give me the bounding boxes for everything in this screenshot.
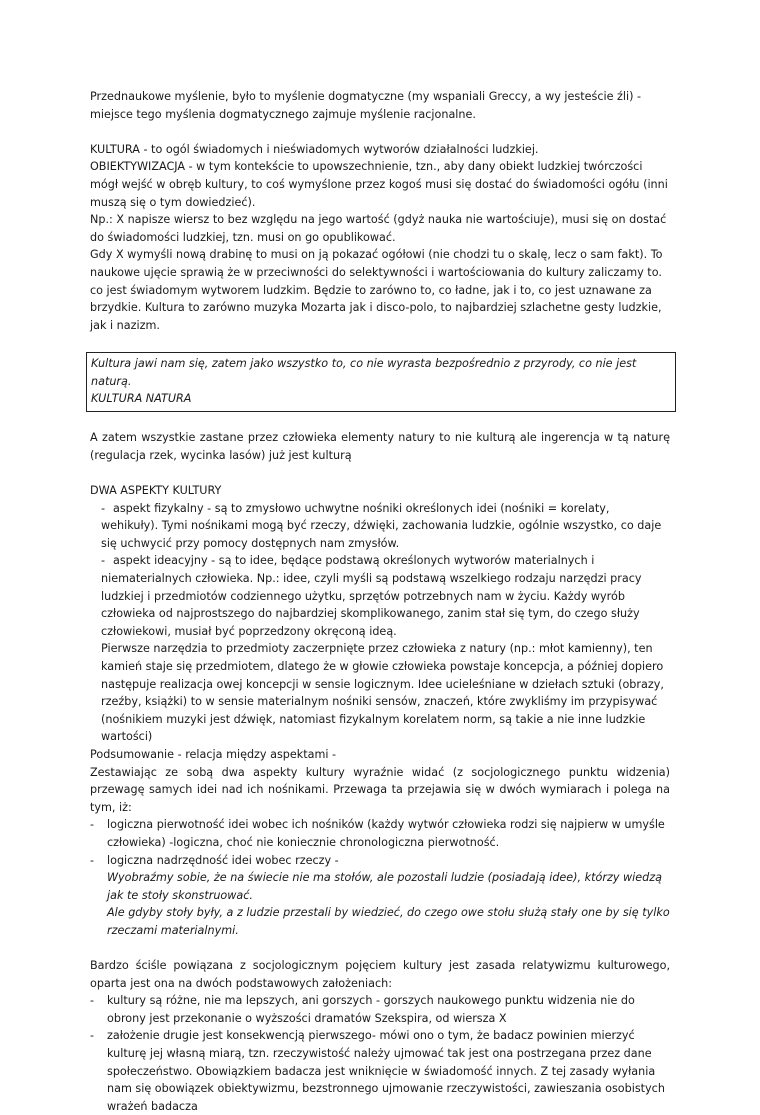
dash-marker: - [101,501,106,515]
quote-box [86,352,676,412]
paragraph-kultura: KULTURA - to ogól świadomych i nieświadomych wytworów działalności ludzkiej. [90,142,539,156]
paragraph-np-wiersz: Np.: X napisze wiersz to bez względu na jego wartość (gdyż nauka nie wartościuje), musi się on dostać do świadomości ludzkiej, tzn. musi on go opublikować. [90,213,667,244]
dash-marker: - [101,554,106,568]
quote-line-2: KULTURA NATURA [91,392,192,406]
aspect-ideacyjny-text: aspekt ideacyjny - są to idee, będące podstawą określonych wytworów materialnych i niematerialnych człowieka. Np.: idee, czyli myśli są podstawą wszelkiego rodzaju narzędzi pracy ludzkiej i przedmiotów codziennego użytku, sprzętów potrzebnych nam w życiu. Każdy wyrób człowieka od najprostszego do najbardziej skomplikowanego, zanim stał się tym, do czego służy człowiekowi, musiał być poprzedzony okręconą ideą. [101,554,642,638]
dash-marker: - [90,994,95,1008]
paragraph-pierwsze [90,640,670,746]
paragraph-obiektywizacja: OBIEKTYWIZACJA - w tym kontekście to upowszechnienie, tzn., aby dany obiekt ludzkiej twórczości mógł wejść w obręb kultury, to coś wymyślone przez kogoś musi się dostać do świadomości ogółu (inni muszą się o tym dowiedzieć). [90,160,668,209]
dash-marker: - [90,853,95,867]
heading-dwa-aspekty: DWA ASPEKTY KULTURY [90,484,222,498]
document-page [90,88,670,1115]
aspect-ideacyjny [90,552,670,640]
list-item-logiczna-1 [90,816,670,851]
aspect-fizykalny-text: aspekt fizykalny - są to zmysłowo uchwytne nośniki określonych idei (nośniki = korelaty, wehikuły). Tymi nośnikami mogą być rzeczy, dźwięki, zachowania ludzkie, ogólnie wszystko, co daje się uchwycić przy pomocy dostępnych nam zmysłów. [101,501,662,550]
list-item-text: założenie drugie jest konsekwencją pierwszego- mówi ono o tym, że badacz powinien mierzyć kulturę jej własną miarą, tzn. rzeczywistość należy ujmować tak jest ona postrzegana przez dane społeczeństwo. Obowiązkiem badacza jest wniknięcie w świadomość innych. Z tej zasady wyłania nam się obowiązek obiektywizmu, bezstronnego ujmowanie rzeczywistości, zawieszania osobistych wrażeń badacza [107,1029,665,1113]
list-item-zalozenie [90,1027,670,1115]
paragraph-intro: Przednaukowe myślenie, było to myślenie dogmatyczne (my wspaniali Greccy, a wy jesteście źli) - miejsce tego myślenia dogmatycznego zajmuje myślenie racjonalne. [90,90,642,121]
paragraph-zestawiajac: Zestawiając ze sobą dwa aspekty kultury wyraźnie widać (z socjologicznego punktu widzenia) przewagę samych idei nad ich nośnikami. Przewaga ta przejawia się w dwóch wymiarach i polega na tym, iż: [90,765,670,814]
list-item-logiczna-2 [90,852,670,870]
paragraph-wyobrazmy: Wyobraźmy sobie, że na świecie nie ma stołów, ale pozostali ludzie (posiadają idee), którzy wiedzą jak te stoły skonstruować. [107,871,662,902]
paragraph-podsumowanie: Podsumowanie - relacja między aspektami - [90,747,337,761]
paragraph-zatem: A zatem wszystkie zastane przez człowieka elementy natury to nie kulturą ale ingerencja w tą naturę (regulacja rzek, wycinka lasów) już jest kulturą [90,431,670,462]
quote-line-1: Kultura jawi nam się, zatem jako wszystko to, co nie wyrasta bezpośrednio z przyrody, co nie jest naturą. [91,356,637,388]
paragraph-pierwsze-text: Pierwsze narzędzia to przedmioty zaczerpnięte przez człowieka z natury (np.: młot kamienny), ten kamień staje się przedmiotem, dlatego że w głowie człowieka powstaje koncepcja, a później dopiero następuje realizacja owej koncepcji w sensie logicznym. Idee ucieleśniane w dziełach sztuki (obrazy, rzeźby, książki) to w sensie materialnym nośniki sensów, znaczeń, które zwykliśmy im przypisywać (nośnikiem muzyki jest dźwięk, natomiast fizykalnym korelatem norm, są takie a nie inne ludzkie wartości) [101,642,664,744]
dash-marker: - [90,1029,95,1043]
list-item-kultury-rozne [90,992,670,1027]
paragraph-bardzo: Bardzo ściśle powiązana z socjologicznym pojęciem kultury jest zasada relatywizmu kulturowego, oparta jest ona na dwóch podstawowych założeniach: [90,959,670,990]
aspect-fizykalny [90,500,670,553]
list-item-text: kultury są różne, nie ma lepszych, ani gorszych - gorszych naukowego punktu widzenia nie do obrony jest przekonanie o wyższości dramatów Szekspira, od wiersza X [107,994,635,1025]
paragraph-drabina: Gdy X wymyśli nową drabinę to musi on ją pokazać ogółowi (nie chodzi tu o skalę, lecz o sam fakt). To naukowe ujęcie sprawią że w przeciwności do selektywności i wartościowania do kultury zaliczamy to. co jest świadomym wytworem ludzkim. Będzie to zarówno to, co ładne, jak i to, co jest uznawane za brzydkie. Kultura to zarówno muzyka Mozarta jak i disco-polo, to najbardziej szlachetne gesty ludzkie, jak i nazizm. [90,248,663,332]
list-item-text: logiczna pierwotność idei wobec ich nośników (każdy wytwór człowieka rodzi się najpierw w umyśle człowieka) -logiczna, choć nie koniecznie chronologiczna pierwotność. [107,818,665,849]
paragraph-ale-gdyby: Ale gdyby stoły były, a z ludzie przestali by wiedzieć, do czego owe stołu służą stały one by się tylko rzeczami materialnymi. [107,906,670,937]
dash-marker: - [90,818,95,832]
list-item-text: logiczna nadrzędność idei wobec rzeczy - [107,853,339,867]
